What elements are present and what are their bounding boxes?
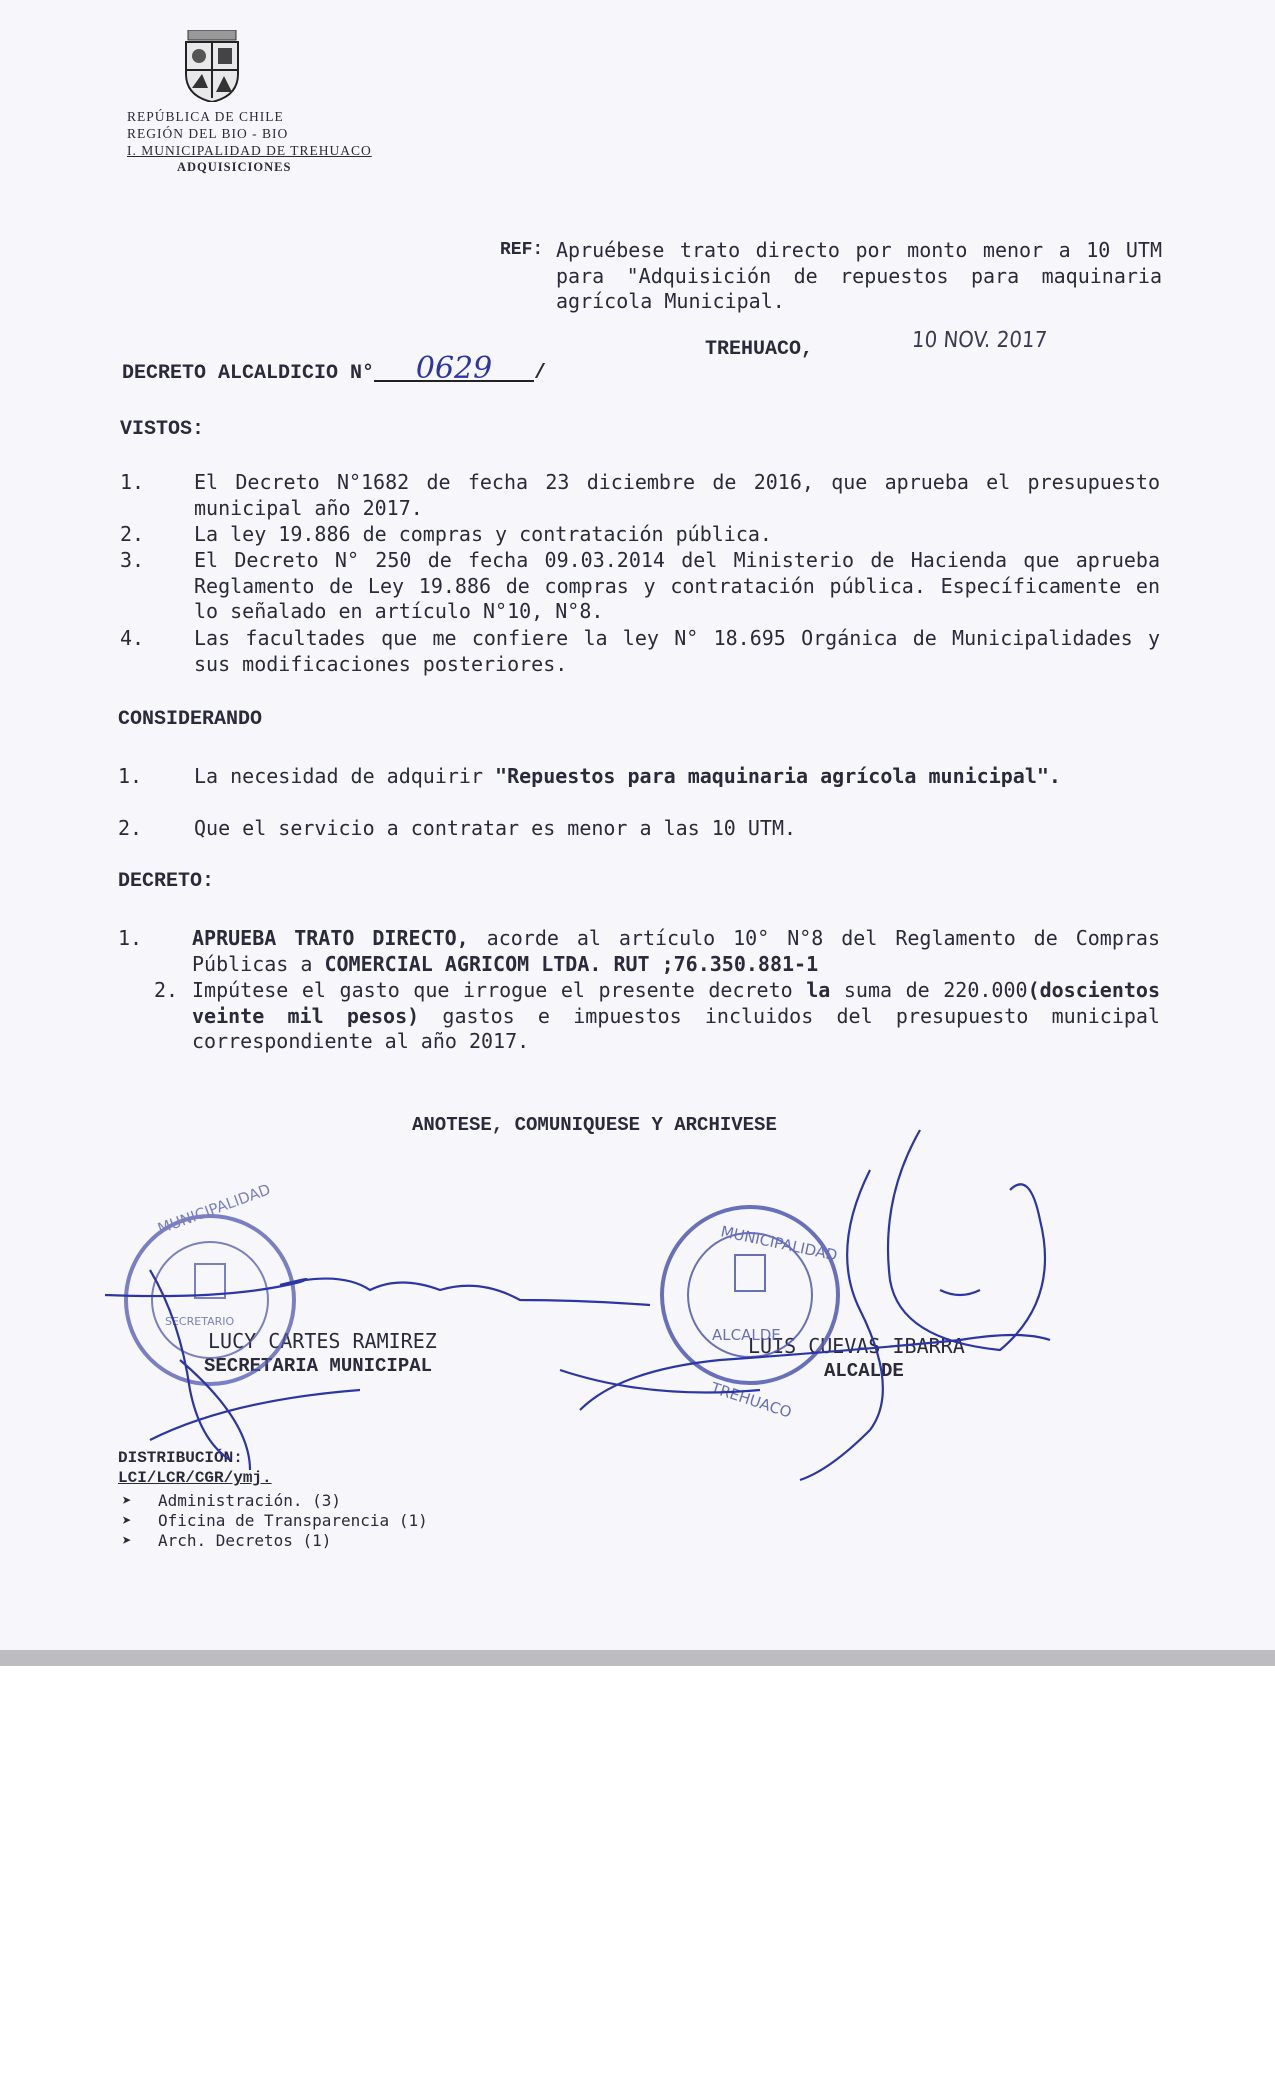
distribution-item: Oficina de Transparencia (1) <box>158 1511 428 1530</box>
item-text: Que el servicio a contratar es menor a las 10 UTM. <box>194 816 797 840</box>
item-text: El Decreto N°1682 de fecha 23 diciembre de 2016, que aprueba el presupuesto municipal año 2017. <box>194 470 1160 520</box>
left-signatory-name: LUCY CARTES RAMIREZ <box>208 1329 437 1353</box>
item-number: 1. <box>118 926 143 950</box>
svg-text:MUNICIPALIDAD: MUNICIPALIDAD <box>155 1180 273 1238</box>
item-text-plain: Impútese el gasto que irrogue el presente decreto <box>192 978 807 1002</box>
vistos-list <box>120 470 1160 678</box>
list-item <box>120 522 1160 548</box>
item-number: 3. <box>120 548 145 572</box>
left-signatory-title: SECRETARIA MUNICIPAL <box>204 1355 433 1377</box>
distribution-heading: DISTRIBUCIÓN: <box>118 1449 243 1467</box>
coat-of-arms-icon <box>180 30 244 102</box>
list-item <box>122 1511 428 1531</box>
list-item <box>120 548 1160 626</box>
scan-edge <box>0 1650 1275 1666</box>
item-number: 2. <box>120 522 145 546</box>
item-text-bold: COMERCIAL AGRICOM LTDA. RUT ;76.350.881-1 <box>324 951 819 976</box>
list-item <box>122 1491 428 1511</box>
ref-label: REF: <box>500 240 544 260</box>
list-item <box>122 1531 428 1551</box>
arrow-bullet-icon: ➤ <box>122 1491 132 1510</box>
right-signatory-title: ALCALDE <box>824 1360 904 1382</box>
item-text: La ley 19.886 de compras y contratación pública. <box>194 522 772 546</box>
item-text-bold: la <box>806 978 831 1002</box>
distribution-block <box>118 1448 272 1488</box>
item-text-bold: APRUEBA TRATO DIRECTO, <box>192 926 469 950</box>
item-text <box>194 764 1160 790</box>
distribution-item: Arch. Decretos (1) <box>158 1531 332 1550</box>
item-text-plain: acorde al artículo 10° N°8 del Reglamento de Compras Públicas a <box>192 926 1160 976</box>
item-number: 2. <box>154 978 179 1002</box>
decree-title <box>122 351 547 386</box>
list-item <box>118 926 1160 978</box>
svg-text:SECRETARIO: SECRETARIO <box>165 1315 235 1328</box>
distribution-initials: LCI/LCR/CGR/ymj. <box>118 1469 272 1487</box>
item-text: Las facultades que me confiere la ley N° 18.695 Orgánica de Municipalidades y sus modificaciones posteriores. <box>194 626 1160 676</box>
date-stamp: 10 NOV. 2017 <box>911 328 1048 353</box>
decree-number: 0629 <box>374 358 534 382</box>
item-text-plain: La necesidad de adquirir <box>194 764 496 788</box>
list-item <box>118 978 1160 1056</box>
list-item <box>120 470 1160 522</box>
item-text-plain: gastos e impuestos incluidos del presupuesto municipal correspondiente al año 2017. <box>192 1003 1160 1053</box>
list-item <box>118 816 1160 842</box>
svg-text:MUNICIPALIDAD: MUNICIPALIDAD <box>719 1222 840 1265</box>
item-text <box>192 978 1160 1055</box>
decreto-heading: DECRETO: <box>118 870 215 893</box>
ref-text: Apruébese trato directo por monto menor a 10 UTM para "Adquisición de repuestos para maquinaria agrícola Municipal. <box>556 238 1162 313</box>
decree-slash: / <box>534 362 547 385</box>
item-number: 2. <box>118 816 143 840</box>
arrow-bullet-icon: ➤ <box>122 1531 132 1550</box>
letterhead-line: REGIÓN DEL BIO - BIO <box>127 126 289 141</box>
item-number: 1. <box>118 764 143 788</box>
distribution-item: Administración. (3) <box>158 1491 342 1510</box>
svg-text:ALCALDE: ALCALDE <box>712 1326 781 1344</box>
item-number: 1. <box>120 470 145 494</box>
distribution-list <box>122 1491 428 1551</box>
letterhead-line: REPÚBLICA DE CHILE <box>127 109 284 124</box>
letterhead <box>127 108 372 176</box>
considerando-list <box>118 764 1160 842</box>
item-text-plain: suma de 220.000 <box>830 978 1028 1002</box>
item-text: El Decreto N° 250 de fecha 09.03.2014 del Ministerio de Hacienda que aprueba Reglamento de Ley 19.886 de compras y contratación pública. Específicamente en lo señalado en artículo N°10, N°8. <box>194 548 1160 623</box>
item-text-bold: (doscientos veinte mil pesos) <box>192 978 1161 1028</box>
arrow-bullet-icon: ➤ <box>122 1511 132 1530</box>
right-signatory-name: LUIS CUEVAS IBARRA <box>748 1334 965 1358</box>
closing-formula: ANOTESE, COMUNIQUESE Y ARCHIVESE <box>412 1114 777 1136</box>
decree-title-label: DECRETO ALCALDICIO N° <box>122 362 375 385</box>
svg-text:TREHUACO: TREHUACO <box>708 1378 794 1422</box>
considerando-heading: CONSIDERANDO <box>118 708 263 731</box>
item-text <box>192 926 1160 977</box>
list-item <box>118 764 1160 816</box>
vistos-heading: VISTOS: <box>120 418 205 441</box>
letterhead-department: ADQUISICIONES <box>177 160 292 174</box>
decreto-list <box>118 926 1160 1056</box>
letterhead-line: I. MUNICIPALIDAD DE TREHUACO <box>127 143 372 158</box>
decree-place: TREHUACO, <box>705 338 814 361</box>
item-text-bold: "Repuestos para maquinaria agrícola municipal". <box>495 764 1061 788</box>
item-number: 4. <box>120 626 145 650</box>
list-item <box>120 626 1160 678</box>
